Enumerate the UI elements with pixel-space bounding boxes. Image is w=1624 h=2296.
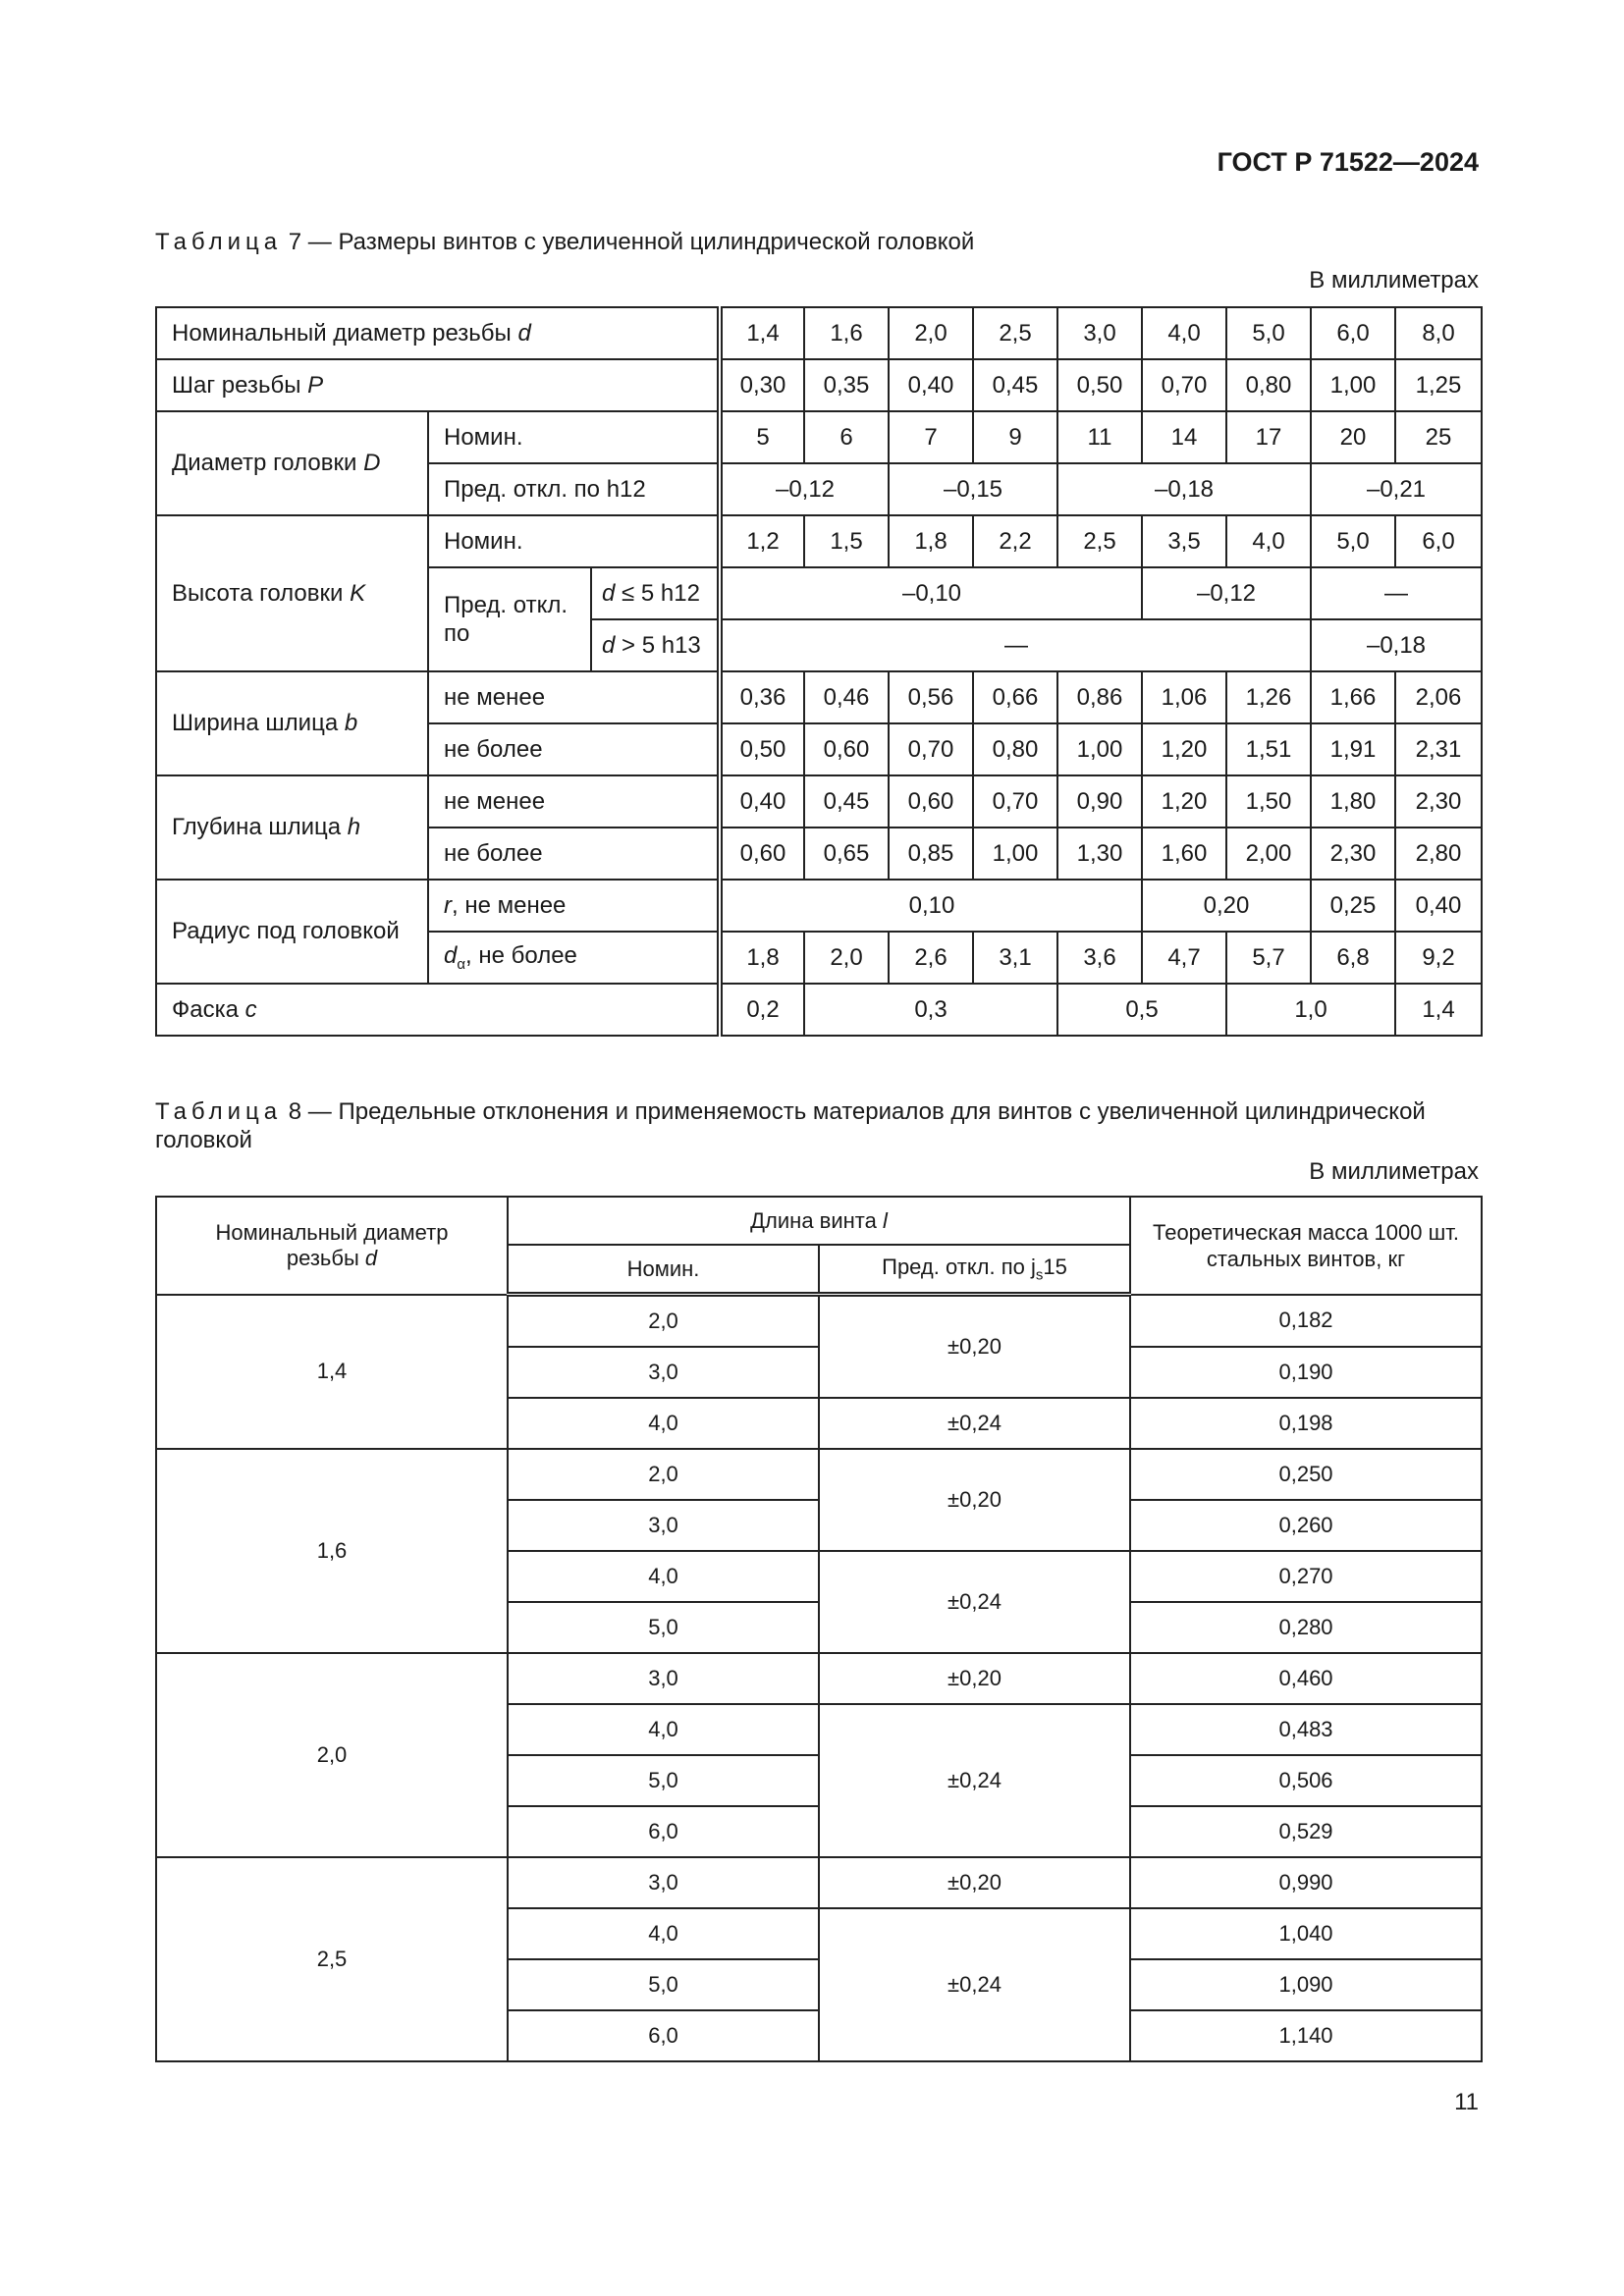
t7-h-min-val: 0,60	[889, 775, 973, 828]
t7-h-max-val: 1,00	[973, 828, 1057, 880]
t7-c-val: 0,3	[804, 984, 1057, 1036]
t8-diameter-cell: 1,6	[156, 1449, 508, 1653]
table-row	[156, 1653, 1482, 1704]
t7-D-nom-val: 6	[804, 411, 889, 463]
table7-units: В миллиметрах	[1309, 267, 1479, 294]
t8-head-tol: Пред. откл. по $j_s15$	[819, 1245, 1130, 1295]
t7-b-min-val: 0,66	[973, 671, 1057, 723]
t7-d-val: 2,0	[889, 307, 973, 359]
t7-row-d	[156, 307, 1482, 359]
t7-D-tol-val: –0,15	[889, 463, 1057, 515]
t7-D-nom-val: 5	[720, 411, 804, 463]
t7-D-nom-val: 17	[1226, 411, 1311, 463]
t7-b-min-val: 1,26	[1226, 671, 1311, 723]
t7-K-nom-val: 1,5	[804, 515, 889, 567]
t8-length-cell: 3,0	[508, 1347, 819, 1398]
t8-mass-cell: 0,280	[1130, 1602, 1482, 1653]
t7-h-max-val: 1,60	[1142, 828, 1226, 880]
t7-b-max-val: 1,00	[1057, 723, 1142, 775]
t8-head-length: Длина винта l	[508, 1197, 1130, 1245]
table8-units: В миллиметрах	[1309, 1158, 1479, 1185]
t7-h-max-val: 2,80	[1395, 828, 1482, 880]
t7-h-max-val: 0,60	[720, 828, 804, 880]
t8-length-cell: 4,0	[508, 1908, 819, 1959]
t7-D-nom-val: 7	[889, 411, 973, 463]
t8-tol-cell: ±0,24	[819, 1704, 1130, 1857]
t8-length-cell: 3,0	[508, 1857, 819, 1908]
t7-b-min-val: 1,66	[1311, 671, 1395, 723]
t8-mass-cell: 1,140	[1130, 2010, 1482, 2061]
t7-K-label: Высота головки K	[156, 515, 428, 671]
t8-mass-cell: 0,182	[1130, 1295, 1482, 1348]
table7-caption-word: Таблица	[155, 229, 283, 255]
t7-K-cond2-val: —	[720, 619, 1311, 671]
t8-tol-cell: ±0,20	[819, 1653, 1130, 1704]
table-row	[156, 1295, 1482, 1348]
t7-D-tol-val: –0,12	[720, 463, 889, 515]
t8-diameter-cell: 2,0	[156, 1653, 508, 1857]
t7-D-tol-val: –0,21	[1311, 463, 1482, 515]
t7-K-nom-label: Номин.	[428, 515, 720, 567]
t8-tol-cell: ±0,24	[819, 1398, 1130, 1449]
t7-b-min-val: 2,06	[1395, 671, 1482, 723]
t7-d-val: 8,0	[1395, 307, 1482, 359]
t7-d-val: 5,0	[1226, 307, 1311, 359]
t7-h-label: Глубина шлица h	[156, 775, 428, 880]
t7-P-val: 0,30	[720, 359, 804, 411]
t8-length-cell: 3,0	[508, 1653, 819, 1704]
t7-D-tol-label: Пред. откл. по h12	[428, 463, 720, 515]
t7-d-val: 4,0	[1142, 307, 1226, 359]
t7-b-max-val: 1,20	[1142, 723, 1226, 775]
t7-P-val: 1,25	[1395, 359, 1482, 411]
t7-c-val: 1,0	[1226, 984, 1395, 1036]
t7-P-val: 0,70	[1142, 359, 1226, 411]
t7-radius-label: Радиус под головкой	[156, 880, 428, 984]
t7-c-label: Фаска c	[156, 984, 720, 1036]
table8	[155, 1196, 1483, 2062]
t7-b-max-label: не более	[428, 723, 720, 775]
t7-h-min-val: 1,80	[1311, 775, 1395, 828]
t7-d-val: 1,6	[804, 307, 889, 359]
t7-h-min-val: 0,45	[804, 775, 889, 828]
t8-mass-cell: 0,250	[1130, 1449, 1482, 1500]
t7-K-nom-val: 1,8	[889, 515, 973, 567]
t8-header-row	[156, 1197, 1482, 1245]
t7-b-label: Ширина шлица b	[156, 671, 428, 775]
t7-D-nom-val: 25	[1395, 411, 1482, 463]
t7-da-val: 2,0	[804, 932, 889, 984]
t8-mass-cell: 0,260	[1130, 1500, 1482, 1551]
t7-P-val: 0,45	[973, 359, 1057, 411]
t8-length-cell: 5,0	[508, 1602, 819, 1653]
table8-caption	[155, 1097, 1481, 1154]
t8-tol-cell: ±0,20	[819, 1449, 1130, 1551]
table7-caption-text: 7 — Размеры винтов с увеличенной цилиндрической головкой	[288, 229, 975, 255]
table8-caption-word: Таблица	[155, 1098, 283, 1125]
t7-h-max-val: 2,00	[1226, 828, 1311, 880]
t7-b-min-label: не менее	[428, 671, 720, 723]
t7-K-nom-val: 4,0	[1226, 515, 1311, 567]
t7-P-label: Шаг резьбы P	[156, 359, 720, 411]
t7-b-max-val: 0,50	[720, 723, 804, 775]
t7-da-val: 2,6	[889, 932, 973, 984]
t7-da-val: 4,7	[1142, 932, 1226, 984]
t8-tol-cell: ±0,20	[819, 1857, 1130, 1908]
table7-caption	[155, 228, 1481, 256]
t7-h-max-label: не более	[428, 828, 720, 880]
t8-tol-cell: ±0,20	[819, 1295, 1130, 1399]
t7-da-label: $d_\alpha$, не более	[428, 932, 720, 984]
t7-P-val: 0,40	[889, 359, 973, 411]
t7-row-b-min	[156, 671, 1482, 723]
t8-mass-cell: 1,040	[1130, 1908, 1482, 1959]
t7-b-min-val: 0,86	[1057, 671, 1142, 723]
t7-D-nom-val: 11	[1057, 411, 1142, 463]
t7-r-label: r, не менее	[428, 880, 720, 932]
t7-c-val: 0,5	[1057, 984, 1226, 1036]
t7-h-max-val: 0,65	[804, 828, 889, 880]
t7-da-val: 5,7	[1226, 932, 1311, 984]
t7-da-val: 1,8	[720, 932, 804, 984]
table-row	[156, 1857, 1482, 1908]
table7	[155, 306, 1483, 1037]
t7-row-P	[156, 359, 1482, 411]
t8-diameter-cell: 2,5	[156, 1857, 508, 2061]
t7-P-val: 0,35	[804, 359, 889, 411]
t7-row-h-min	[156, 775, 1482, 828]
t7-b-max-val: 1,91	[1311, 723, 1395, 775]
t7-K-cond1-val: –0,12	[1142, 567, 1311, 619]
t7-r-val: 0,25	[1311, 880, 1395, 932]
t7-h-min-label: не менее	[428, 775, 720, 828]
t8-length-cell: 3,0	[508, 1500, 819, 1551]
t7-K-nom-val: 1,2	[720, 515, 804, 567]
t7-D-label: Диаметр головки D	[156, 411, 428, 515]
table8-caption-text: 8 — Предельные отклонения и применяемость материалов для винтов с увеличенной цилиндрической головкой	[155, 1098, 1426, 1153]
t8-mass-cell: 0,270	[1130, 1551, 1482, 1602]
t7-D-tol-val: –0,18	[1057, 463, 1311, 515]
t8-mass-cell: 0,529	[1130, 1806, 1482, 1857]
t7-r-val: 0,40	[1395, 880, 1482, 932]
t7-K-cond2-val: –0,18	[1311, 619, 1482, 671]
t8-mass-cell: 0,506	[1130, 1755, 1482, 1806]
t7-da-val: 3,6	[1057, 932, 1142, 984]
t8-length-cell: 4,0	[508, 1704, 819, 1755]
t7-P-val: 0,80	[1226, 359, 1311, 411]
t8-length-cell: 4,0	[508, 1398, 819, 1449]
t8-length-cell: 6,0	[508, 2010, 819, 2061]
t7-row-c	[156, 984, 1482, 1036]
t8-mass-cell: 1,090	[1130, 1959, 1482, 2010]
t7-b-max-val: 2,31	[1395, 723, 1482, 775]
t7-b-max-val: 0,60	[804, 723, 889, 775]
t7-h-min-val: 2,30	[1395, 775, 1482, 828]
t7-row-r	[156, 880, 1482, 932]
t8-length-cell: 2,0	[508, 1449, 819, 1500]
t7-K-nom-val: 2,5	[1057, 515, 1142, 567]
t8-length-cell: 4,0	[508, 1551, 819, 1602]
t7-D-nom-val: 9	[973, 411, 1057, 463]
t8-head-mass: Теоретическая масса 1000 шт. стальных винтов, кг	[1130, 1197, 1482, 1295]
t7-da-val: 3,1	[973, 932, 1057, 984]
t8-diameter-cell: 1,4	[156, 1295, 508, 1450]
t7-h-min-val: 0,40	[720, 775, 804, 828]
t7-D-nom-val: 20	[1311, 411, 1395, 463]
t7-P-val: 0,50	[1057, 359, 1142, 411]
t7-d-label: Номинальный диаметр резьбы d	[156, 307, 720, 359]
t7-K-cond1: d ≤ 5 h12	[591, 567, 720, 619]
t7-h-min-val: 1,50	[1226, 775, 1311, 828]
t7-b-min-val: 0,46	[804, 671, 889, 723]
t7-b-min-val: 0,56	[889, 671, 973, 723]
t7-row-K-nom	[156, 515, 1482, 567]
t7-K-nom-val: 3,5	[1142, 515, 1226, 567]
t7-da-val: 9,2	[1395, 932, 1482, 984]
t7-h-max-val: 1,30	[1057, 828, 1142, 880]
t7-K-nom-val: 2,2	[973, 515, 1057, 567]
t7-c-val: 0,2	[720, 984, 804, 1036]
t7-P-val: 1,00	[1311, 359, 1395, 411]
t8-tol-cell: ±0,24	[819, 1908, 1130, 2061]
t8-length-cell: 6,0	[508, 1806, 819, 1857]
page-number: 11	[1454, 2089, 1479, 2115]
t7-b-min-val: 1,06	[1142, 671, 1226, 723]
t7-K-cond1-val: –0,10	[720, 567, 1142, 619]
t7-b-max-val: 0,80	[973, 723, 1057, 775]
t7-r-val: 0,20	[1142, 880, 1311, 932]
t8-length-cell: 2,0	[508, 1295, 819, 1348]
t7-D-nom-val: 14	[1142, 411, 1226, 463]
t7-b-max-val: 1,51	[1226, 723, 1311, 775]
t7-h-min-val: 0,70	[973, 775, 1057, 828]
t7-row-D-nom	[156, 411, 1482, 463]
t8-mass-cell: 0,460	[1130, 1653, 1482, 1704]
t8-head-nom: Номин.	[508, 1245, 819, 1295]
t7-h-max-val: 0,85	[889, 828, 973, 880]
t8-mass-cell: 0,483	[1130, 1704, 1482, 1755]
t8-head-diameter: Номинальный диаметр резьбы d	[156, 1197, 508, 1295]
t7-b-max-val: 0,70	[889, 723, 973, 775]
table-row	[156, 1449, 1482, 1500]
t8-mass-cell: 0,190	[1130, 1347, 1482, 1398]
t7-d-val: 3,0	[1057, 307, 1142, 359]
document-code: ГОСТ Р 71522—2024	[1217, 147, 1479, 177]
t7-c-val: 1,4	[1395, 984, 1482, 1036]
t7-K-cond2: d > 5 h13	[591, 619, 720, 671]
t7-K-nom-val: 6,0	[1395, 515, 1482, 567]
t7-d-val: 6,0	[1311, 307, 1395, 359]
t7-K-cond1-val: —	[1311, 567, 1482, 619]
t7-h-max-val: 2,30	[1311, 828, 1395, 880]
t8-mass-cell: 0,198	[1130, 1398, 1482, 1449]
t7-D-nom-label: Номин.	[428, 411, 720, 463]
t8-mass-cell: 0,990	[1130, 1857, 1482, 1908]
t7-r-val: 0,10	[720, 880, 1142, 932]
t8-tol-cell: ±0,24	[819, 1551, 1130, 1653]
t7-d-val: 2,5	[973, 307, 1057, 359]
t7-K-nom-val: 5,0	[1311, 515, 1395, 567]
t8-length-cell: 5,0	[508, 1755, 819, 1806]
t7-b-min-val: 0,36	[720, 671, 804, 723]
t7-h-min-val: 1,20	[1142, 775, 1226, 828]
t7-h-min-val: 0,90	[1057, 775, 1142, 828]
t7-da-val: 6,8	[1311, 932, 1395, 984]
t8-length-cell: 5,0	[508, 1959, 819, 2010]
t7-K-tol-label: Пред. откл. по	[428, 567, 591, 671]
t7-d-val: 1,4	[720, 307, 804, 359]
